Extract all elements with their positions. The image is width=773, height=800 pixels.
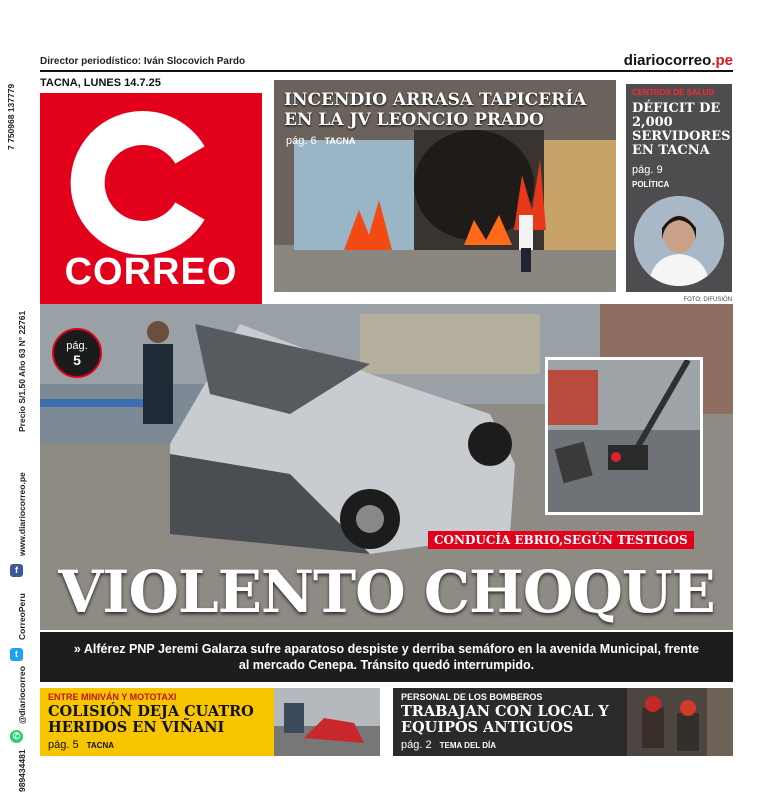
side-strip: [0, 0, 32, 800]
bottom-left-photo: [274, 688, 380, 756]
twitter-icon: t: [10, 648, 23, 661]
main-headline[interactable]: VIOLENTO CHOQUE: [58, 558, 715, 626]
bottom-right-kicker: PERSONAL DE LOS BOMBEROS: [401, 692, 543, 702]
facebook-handle: CorreoPeru: [17, 593, 27, 640]
main-page-badge[interactable]: [52, 328, 102, 378]
bottom-right-headline: TRABAJAN CON LOCAL Y EQUIPOS ANTIGUOS: [401, 703, 609, 736]
price-issue: Precio S/1.50 Año 63 N° 22761: [17, 310, 27, 432]
bottom-left-headline: COLISIÓN DEJA CUATRO HERIDOS EN VIÑANI: [48, 703, 254, 736]
fallen-traffic-light: [548, 360, 700, 512]
barcode-number: 7 750968 137779: [6, 83, 16, 150]
bottom-left-kicker: ENTRE MINIVÁN Y MOTOTAXI: [48, 692, 177, 702]
bottom-right-section: TEMA DEL DÍA: [439, 741, 497, 750]
photo-credit: FOTO: DIFUSIÓN: [683, 297, 732, 303]
bottom-left-section: TACNA: [86, 741, 114, 750]
twitter-handle: @diariocorreo: [17, 666, 27, 724]
header-rule: [40, 70, 733, 72]
correo-logo: [40, 93, 262, 305]
bottom-right-meta: [401, 739, 496, 751]
director-credit: Director periodístico: Iván Slocovich Pardo: [40, 56, 246, 67]
bottom-left-story[interactable]: [40, 688, 380, 756]
bottom-right-story[interactable]: [393, 688, 733, 756]
salud-headline: DÉFICIT DE 2,000 SERVIDORES EN TACNA: [632, 101, 731, 158]
main-kicker-ribbon: CONDUCÍA EBRIO,SEGÚN TESTIGOS: [428, 531, 694, 549]
logo-text: CORREO: [64, 251, 238, 293]
salud-story[interactable]: [626, 84, 732, 292]
facebook-icon: f: [10, 564, 23, 577]
main-deck: » Alférez PNP Jeremi Galarza sufre aparatoso despiste y derriba semáforo en la avenida Municipal, frente al mercado Cenepa. Tránsito quedó interrumpido.: [40, 632, 733, 682]
fire-page: pág. 6: [286, 135, 317, 147]
bottom-left-page: pág. 5: [48, 739, 79, 751]
logo-c-mark: [68, 103, 228, 263]
salud-portrait: [634, 196, 724, 286]
whatsapp-number: 989434481: [17, 749, 27, 792]
salud-kicker: CENTROS DE SALUD: [632, 88, 715, 97]
salud-page: pág. 9: [632, 164, 663, 176]
bottom-right-page: pág. 2: [401, 739, 432, 751]
fire-section: TACNA: [324, 136, 356, 146]
site-tld: .pe: [711, 52, 733, 69]
fire-meta: [286, 135, 355, 147]
fire-headline: INCENDIO ARRASA TAPICERÍA EN LA JV LEONCIO PRADO: [284, 90, 587, 130]
fire-story[interactable]: [274, 80, 616, 292]
salud-section: POLÍTICA: [632, 180, 670, 189]
site-main: diariocorreo: [623, 52, 712, 69]
whatsapp-icon: ✆: [10, 730, 23, 743]
bottom-left-meta: [48, 739, 114, 751]
site-name[interactable]: [624, 52, 733, 69]
dateline: TACNA, LUNES 14.7.25: [40, 77, 161, 89]
web-address[interactable]: www.diariocorreo.pe: [17, 472, 27, 556]
badge-label: pág.: [66, 340, 88, 352]
bottom-right-photo: [627, 688, 733, 756]
badge-number: 5: [73, 352, 81, 368]
traffic-light-inset-photo: [545, 357, 703, 515]
